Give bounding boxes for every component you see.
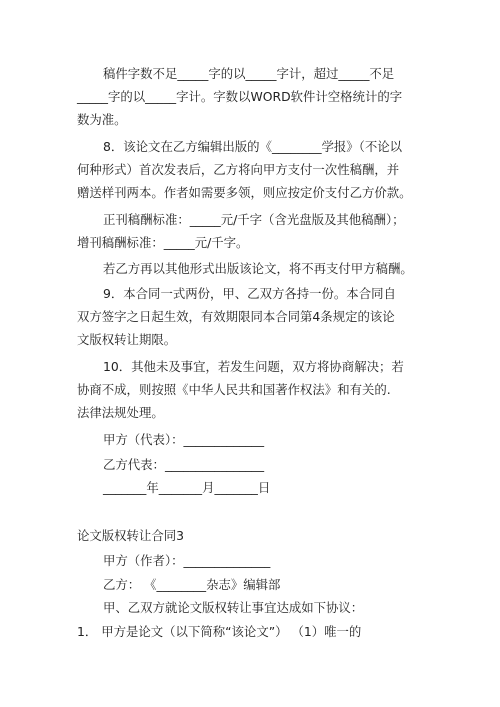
party-b-line: 乙方： 《________杂志》编辑部 <box>103 577 281 592</box>
clause-10-heading: 10．其他未及事宜，若发生问题，双方将协商解决；若 <box>103 359 404 374</box>
text-line: 稿件字数不足_____字的以_____字计，超过_____不足 <box>103 66 395 81</box>
party-b-signature-line: 乙方代表：________________ <box>103 457 265 472</box>
party-a-line: 甲方（作者）：______________ <box>103 553 271 568</box>
clause-1-heading: 1． 甲方是论文（以下简称“该论文”） （1）唯一的 <box>77 624 362 639</box>
text-line: 增刊稿酬标准：_____元/千字。 <box>77 235 249 250</box>
text-line: 双方签字之日起生效，有效期限同本合同第4条规定的该论 <box>77 309 395 324</box>
text-line: 何种形式）首次发表后，乙方将向甲方支付一次性稿酬，并 <box>77 162 400 177</box>
clause-9-heading: 9．本合同一式两份，甲、乙双方各持一份。本合同自 <box>103 286 396 301</box>
date-line: _______年_______月_______日 <box>103 480 271 495</box>
text-line: 法律法规处理。 <box>77 405 164 420</box>
section-title: 论文版权转让合同3 <box>77 528 185 543</box>
text-line: 若乙方再以其他形式出版该论文，将不再支付甲方稿酬。 <box>103 261 413 276</box>
text-line: 文版权转让期限。 <box>77 332 177 347</box>
text-line: 数为准。 <box>77 112 127 127</box>
party-a-signature-line: 甲方（代表）：_____________ <box>103 432 265 447</box>
text-line: 赠送样刊两本。作者如需要多领，则应按定价支付乙方价款。 <box>77 185 412 200</box>
text-line: 协商不成，则按照《中华人民共和国著作权法》和有关的. <box>77 382 391 397</box>
text-line: _____字的以_____字计。字数以WORD软件计空格统计的字 <box>77 89 403 104</box>
clause-8-heading: 8．该论文在乙方编辑出版的《________学报》（不论以 <box>103 139 403 154</box>
agreement-intro-line: 甲、乙双方就论文版权转让事宜达成如下协议： <box>103 600 364 615</box>
text-line: 正刊稿酬标准：_____元/千字（含光盘版及其他稿酬）； <box>103 212 405 227</box>
